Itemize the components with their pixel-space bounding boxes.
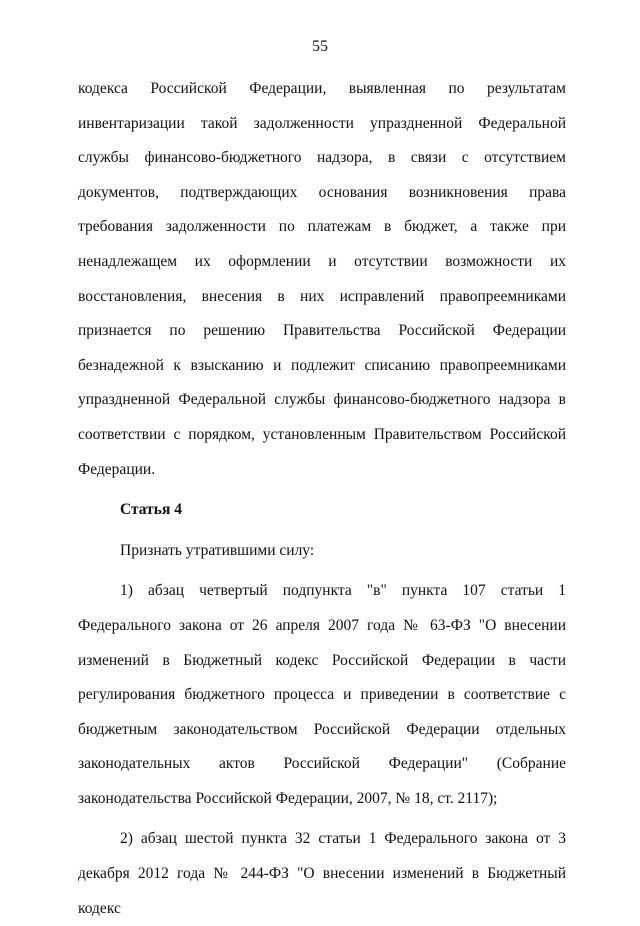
- page-number: 55: [312, 38, 328, 55]
- paragraph-item-1: 1) абзац четвертый подпункта "в" пункта 107 статьи 1 Федерального закона от 26 апреля 2007 года № 63-ФЗ "О внесении изменений в Бюджетный кодекс Российской Федерации в части регулирования бюджетного процесса и приведении в соответствие с бюджетным законодательством Российской Федерации отдельных законодательных актов Российской Федерации" (Собрание законодательства Российской Федерации, 2007, № 18, ст. 2117);: [78, 582, 566, 807]
- paragraph-item-2: 2) абзац шестой пункта 32 статьи 1 Федерального закона от 3 декабря 2012 года № 244-ФЗ "О внесении изменений в Бюджетный кодекс: [78, 830, 566, 917]
- paragraph-repeal-intro: Признать утратившими силу:: [120, 541, 315, 559]
- document-body: [78, 72, 566, 926]
- article-heading: Статья 4: [120, 501, 182, 519]
- paragraph-continuation: кодекса Российской Федерации, выявленная по результатам инвентаризации такой задолженности упраздненной Федеральной службы финансово-бюджетного надзора, в связи с отсутствием документов, подтверждающих основания возникновения права требования задолженности по платежам в бюджет, а также при ненадлежащем их оформлении и отсутствии возможности их восстановления, внесения в них исправлений правопреемниками признается по решению Правительства Российской Федерации безнадежной к взысканию и подлежит списанию правопреемниками упраздненной Федеральной службы финансово-бюджетного надзора в соответствии с порядком, установленным Правительством Российской Федерации.: [78, 80, 566, 478]
